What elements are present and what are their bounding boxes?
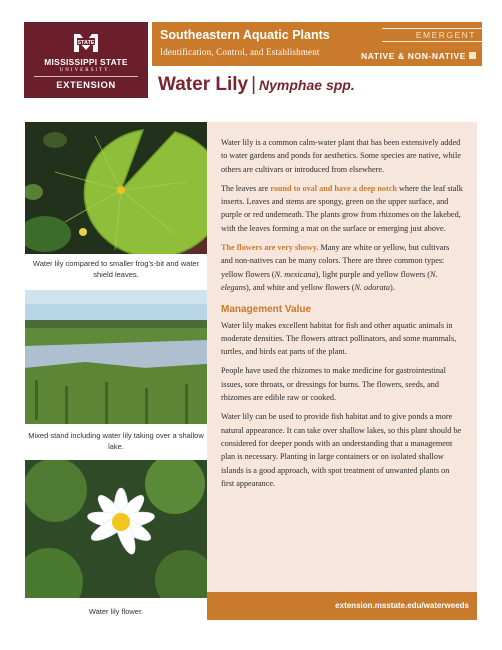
logo-extension: EXTENSION [56, 80, 116, 91]
title-separator: | [251, 74, 257, 95]
flowers-highlight: The flowers are very showy. [221, 243, 319, 253]
logo-university-name: MISSISSIPPI STATE [44, 57, 128, 67]
leaves-highlight: round to oval and have a deep notch [270, 183, 397, 193]
lake-image [25, 290, 207, 424]
lily-pad-image [25, 122, 207, 254]
category-tag: EMERGENT [382, 28, 482, 42]
logo-divider [34, 76, 138, 77]
leaves-paragraph: The leaves are round to oval and have a deep notch where the leaf stalk inserts. Leaves and stems are spongy, green on the upper surface, and purple or red underneath. The plants grow from rhizomes on the lakebed, with the leaves forming a mat on the surface or emerging just above. [221, 183, 463, 233]
square-icon [469, 52, 476, 59]
footer-url[interactable]: extension.msstate.edu/waterweeds [335, 601, 469, 610]
msu-extension-logo [24, 22, 148, 98]
flower-image [25, 460, 207, 598]
series-banner [152, 22, 482, 66]
common-name: Water Lily [158, 74, 249, 95]
photo-lily-pad [25, 122, 207, 254]
series-title: Southeastern Aquatic Plants [160, 28, 330, 42]
photo-flower [25, 460, 207, 598]
photo-lake [25, 290, 207, 424]
species-elegans: N. elegans [221, 269, 438, 292]
flowers-paragraph: The flowers are very showy. Many are white or yellow, but cultivars and non-natives can be many colors. There are three common types: yellow flowers (N. mexicana), light purple and yellow flowers (N. elegans), and white and yellow flowers (N. odorata). [221, 243, 450, 292]
msu-shield-icon [71, 30, 101, 54]
scientific-name: Nymphae spp. [259, 77, 355, 93]
series-subtitle: Identification, Control, and Establishment [160, 47, 320, 57]
caption-lake: Mixed stand including water lily taking over a shallow lake. [28, 431, 204, 451]
logo-university-word: UNIVERSITY. [59, 68, 113, 73]
caption-flower: Water lily flower. [88, 607, 144, 616]
species-odorata: N. odorata [354, 282, 390, 292]
page-title [158, 74, 355, 96]
management-heading: Management Value [221, 304, 312, 316]
uses-paragraph: People have used the rhizomes to make medicine for gastrointestinal issues, sore throats, or dressings for burns. The flowers, seeds, and rhizomes are edible raw or cooked. [221, 366, 446, 403]
content-panel [207, 122, 477, 592]
intro-paragraph: Water lily is a common calm-water plant that has been extensively added to water gardens and ponds for aesthetics. Some species are native, while others are cultivars or introduced from elsewhere. [221, 138, 461, 174]
species-mexicana: N. mexicana [274, 269, 316, 279]
origin-tag [342, 49, 482, 63]
caption-lily-pad: Water lily compared to smaller frog's-bit and water shield leaves. [32, 259, 200, 279]
habitat-paragraph: Water lily makes excellent habitat for fish and other aquatic animals in moderate densities. The flowers attract pollinators, and some mammals, turtles, and birds eat parts of the plant. [221, 320, 457, 357]
management-paragraph: Water lily can be used to provide fish habitat and to give ponds a more natural appearance. It can take over shallow lakes, so this plant should be considered for deeper ponds with an understanding that a management plan is necessary. Planting in large containers or on isolated shallow islands is a good approach, with spot treatment of unwanted plants on first appearance. [221, 412, 462, 488]
shield-text: STATE [77, 39, 95, 46]
origin-tag-label: NATIVE & NON-NATIVE [360, 51, 466, 61]
footer-bar [207, 592, 477, 620]
